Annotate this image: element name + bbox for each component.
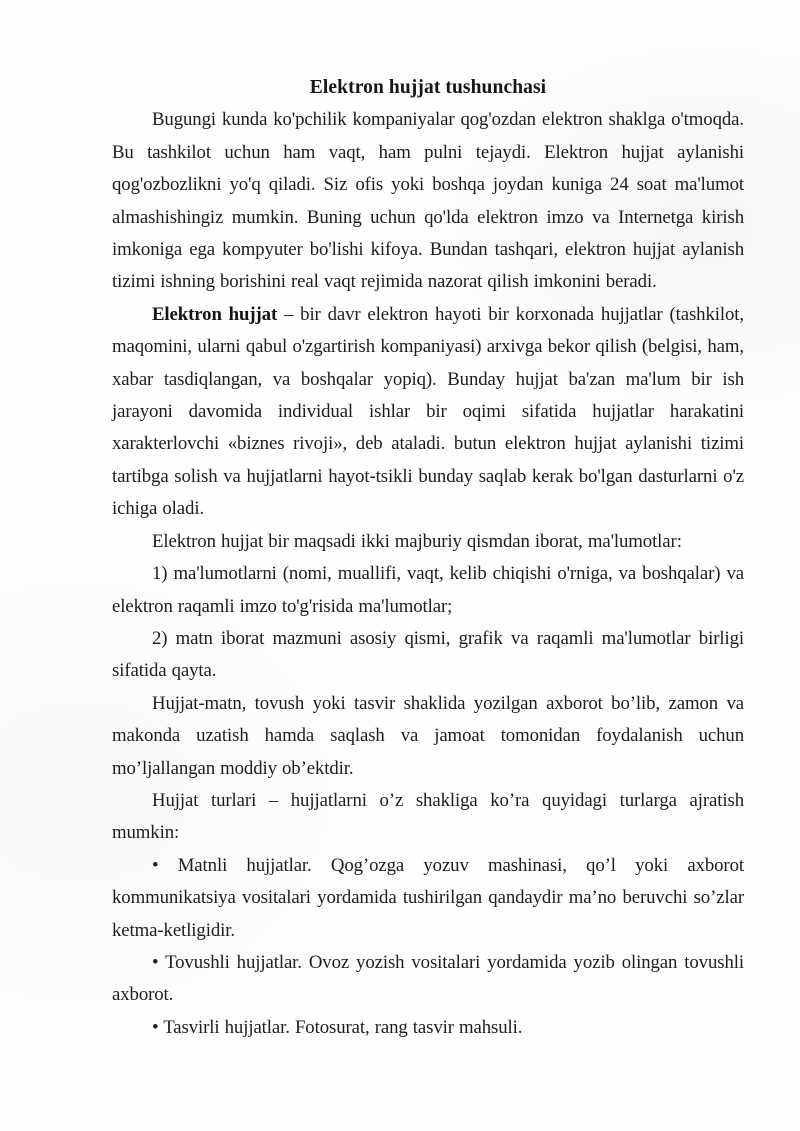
bold-lead-text: Elektron hujjat [152,303,278,325]
document-content [112,72,744,1044]
paragraph: Elektron hujjat bir maqsadi ikki majburiy qismdan iborat, ma'lumotlar: [152,530,682,552]
paragraph: Hujjat turlari – hujjatlarni o’z shakliga ko’ra quyidagi turlarga ajratish mumkin: [112,789,744,844]
paragraph: Hujjat-matn, tovush yoki tasvir shaklida yozilgan axborot bo’lib, zamon va makonda uzatish hamda saqlash va jamoat tomonidan foydalanish uchun mo’ljallangan moddiy ob’ektdir. [112,692,744,779]
paragraph: Elektron hujjat – bir davr elektron hayoti bir korxonada hujjatlar (tashkilot, maqomini, ularni qabul o'zgartirish kompaniyasi) arxivga bekor qilish (belgisi, ham, xabar tasdiqlangan, va boshqalar yopiq). Bunday hujjat ba'zan ma'lum bir ish jarayoni davomida individual ishlar bir oqimi sifatida hujjatlar harakatini xarakterlovchi «biznes rivoji», deb ataladi. butun elektron hujjat aylanishi tizimi tartibga solish va hujjatlarni hayot-tsikli bunday saqlab kerak bo'lgan dasturlarni o'z ichiga oladi. [112,303,744,520]
document-title: Elektron hujjat tushunchasi [309,77,547,98]
paragraph: Bugungi kunda ko'pchilik kompaniyalar qog'ozdan elektron shaklga o'tmoqda. Bu tashkilot uchun ham vaqt, ham pulni tejaydi. Elektron hujjat aylanishi qog'ozbozlikni yo'q qiladi. Siz ofis yoki boshqa joydan kuniga 24 soat ma'lumot almashishingiz mumkin. Buning uchun qo'lda elektron imzo va Internetga kirish imkoniga ega kompyuter bo'lishi kifoya. Bundan tashqari, elektron hujjat aylanish tizimi ishning borishini real vaqt rejimida nazorat qilish imkonini beradi. [112,109,744,293]
bullet-paragraph: • Tovushli hujjatlar. Ovoz yozish vositalari yordamida yozib olingan tovushli axborot. [112,951,744,1006]
paragraph: 2) matn iborat mazmuni asosiy qismi, grafik va raqamli ma'lumotlar birligi sifatida qayta. [112,627,744,682]
bullet-paragraph: • Matnli hujjatlar. Qog’ozga yozuv mashinasi, qo’l yoki axborot kommunikatsiya vositalari yordamida tushirilgan qandaydir ma’no beruvchi so’zlar ketma-ketligidir. [112,854,744,941]
bullet-paragraph: • Tasvirli hujjatlar. Fotosurat, rang tasvir mahsuli. [152,1016,523,1038]
paragraph: 1) ma'lumotlarni (nomi, muallifi, vaqt, kelib chiqishi o'rniga, va boshqalar) va elektron raqamli imzo to'g'risida ma'lumotlar; [112,563,744,617]
document-body [112,104,744,1044]
